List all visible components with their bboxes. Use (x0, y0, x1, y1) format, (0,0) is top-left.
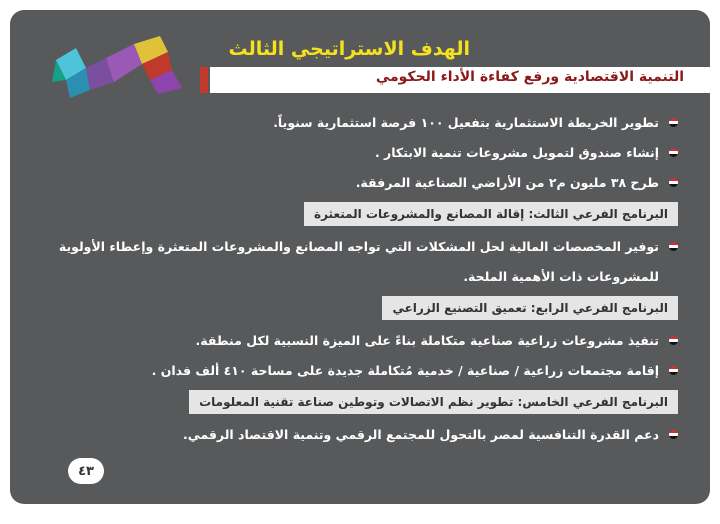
program-heading: البرنامج الفرعي الثالث: إقالة المصانع والمشروعات المتعثرة (304, 202, 678, 226)
bullet-text: دعم القدرة التنافسية لمصر بالتحول للمجتمع الرقمي وتنمية الاقتصاد الرقمي. (182, 427, 659, 442)
bullet-text: إنشاء صندوق لتمويل مشروعات تنمية الابتكار . (374, 145, 659, 160)
list-item (50, 420, 678, 450)
egypt-flag-bullet-icon (669, 178, 678, 187)
page-title: الهدف الاستراتيجي الثالث (228, 38, 470, 60)
egypt-flag-bullet-icon (669, 430, 678, 439)
list-item (50, 168, 678, 198)
bullet-text: تطوير الخريطة الاستثمارية بتفعيل ١٠٠ فرصة استثمارية سنوياً. (273, 115, 659, 130)
page-number: ٤٣ (68, 458, 104, 484)
egypt-flag-bullet-icon (669, 242, 678, 251)
list-item (50, 356, 678, 386)
list-item (50, 138, 678, 168)
document-page (10, 10, 710, 504)
program-heading: البرنامج الفرعي الخامس: تطوير نظم الاتصالات وتوطين صناعة تقنية المعلومات (189, 390, 678, 414)
content-body (50, 108, 678, 450)
list-item (50, 108, 678, 138)
bullet-text: إقامة مجتمعات زراعية / صناعية / خدمية مُتكاملة جديدة على مساحة ٤١٠ ألف فدان . (151, 363, 659, 378)
bullet-text: تنفيذ مشروعات زراعية صناعية متكاملة بناءً على الميزة النسبية لكل منطقة. (195, 333, 659, 348)
bullet-text: طرح ٣٨ مليون م٢ من الأراضي الصناعية المرفقة. (355, 175, 659, 190)
egypt-flag-bullet-icon (669, 148, 678, 157)
bullet-text: توفير المخصصات المالية لحل المشكلات التي تواجه المصانع والمشروعات المتعثرة وإعطاء الأولوية للمشروعات ذات الأهمية الملحة. (58, 239, 659, 284)
egypt-flag-bullet-icon (669, 366, 678, 375)
egypt-flag-bullet-icon (669, 336, 678, 345)
program-heading: البرنامج الفرعي الرابع: تعميق التصنيع الزراعي (382, 296, 678, 320)
list-item (50, 326, 678, 356)
subtitle-accent-bar (200, 67, 208, 93)
egypt-flag-bullet-icon (669, 118, 678, 127)
vision-logo-icon (42, 30, 192, 110)
page-subtitle: التنمية الاقتصادية ورفع كفاءة الأداء الحكومي (375, 69, 684, 85)
list-item (50, 232, 678, 292)
